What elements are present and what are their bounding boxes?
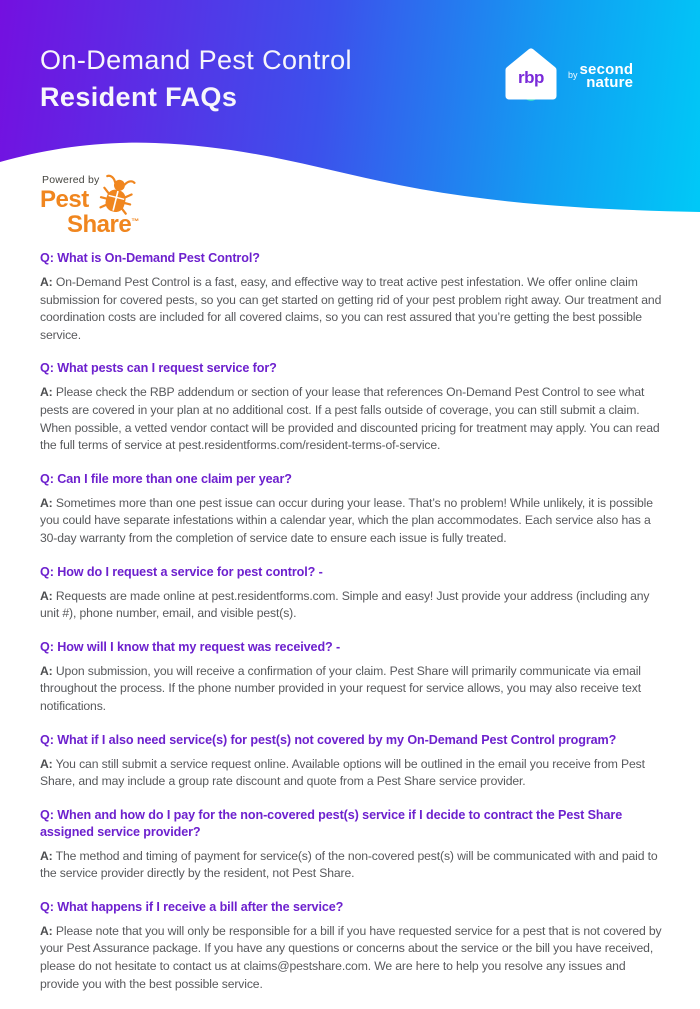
faq-question: Q: When and how do I pay for the non-covered pest(s) service if I decide to contract the Pest Share assigned service provider? [40,807,623,839]
svg-text:rbp: rbp [518,68,544,87]
faq-question: Q: What pests can I request service for? [40,361,277,376]
pestshare-word-share: Share™ [67,211,140,238]
faq-list [40,250,664,1009]
faq-item [40,360,664,454]
faq-answer: A: Upon submission, you will receive a confirmation of your claim. Pest Share will primarily communicate via email throughout the process. If the phone number provided in your request for service allows, you may also receive text notifications. [40,663,641,713]
page-title: On-Demand Pest Control [40,45,352,75]
faq-answer: A: The method and timing of payment for service(s) of the non-covered pest(s) will be communicated with and paid to the service provider directly by the resident, not Pest Share. [40,848,658,881]
faq-answer: A: Requests are made online at pest.residentforms.com. Simple and easy! Just provide your address (including any unit #), phone number, email, and visible pest(s). [40,588,650,621]
powered-by-label: Powered by [42,174,100,186]
faq-question: Q: What if I also need service(s) for pest(s) not covered by my On-Demand Pest Control program? [40,732,617,747]
trademark-symbol: ™ [131,217,140,226]
faq-item [40,639,664,716]
by-label: by [568,69,578,80]
faq-answer: A: Sometimes more than one pest issue can occur during your lease. That’s no problem! While unlikely, it is possible you could have separate infestations within a calendar year, which the plan accommodates. Each service also has a 30-day warranty from the completion of service date to ensure each issue is fully treated. [40,495,653,545]
faq-item [40,732,664,791]
faq-item [40,471,664,548]
faq-answer: A: You can still submit a service request online. Available options will be outlined in the email you receive from Pest Share, and may include a group rate discount and quote from a Pest Share service provider. [40,756,645,789]
faq-item [40,807,664,883]
faq-item [40,564,664,623]
faq-answer: A: Please note that you will only be responsible for a bill if you have requested service for a pest that is not covered by your Pest Assurance package. If you have any questions or concerns about the service or the bill you have received, please do not hesitate to contact us at claims@pestshare.com. We are here to help you resolve any issues and provide you with the best possible service. [40,923,662,991]
page-subtitle: Resident FAQs [40,82,238,112]
faq-answer: A: On-Demand Pest Control is a fast, easy, and effective way to treat active pest infestation. We offer online claim submission for covered pests, so you can get started on getting rid of your pest problem right away. Our treatment and coordination costs are included for all covered claims, so you can rest assured that you’re getting the best possible service. [40,275,662,342]
faq-item [40,250,664,344]
second-nature-label: second nature [579,60,634,91]
faq-question: Q: How will I know that my request was received? - [40,639,341,654]
faq-question: Q: What is On-Demand Pest Control? [40,251,260,265]
faq-question: Q: What happens if I receive a bill after the service? [40,899,344,914]
faq-question: Q: Can I file more than one claim per year? [40,471,292,486]
faq-answer: A: Please check the RBP addendum or section of your lease that references On-Demand Pest Control to see what pests are covered in your plan at no additional cost. If a pest falls outside of coverage, you can still submit a claim. When possible, a vetted vendor contact will be provided and discounted pricing for treatment may apply. You can read the full terms of service at pest.residentforms.com/resident-terms-of-service. [40,385,660,453]
pestshare-word-pest: Pest [40,186,89,213]
pestshare-logo [40,174,170,238]
faq-item [40,899,664,993]
faq-question: Q: How do I request a service for pest control? - [40,564,323,579]
